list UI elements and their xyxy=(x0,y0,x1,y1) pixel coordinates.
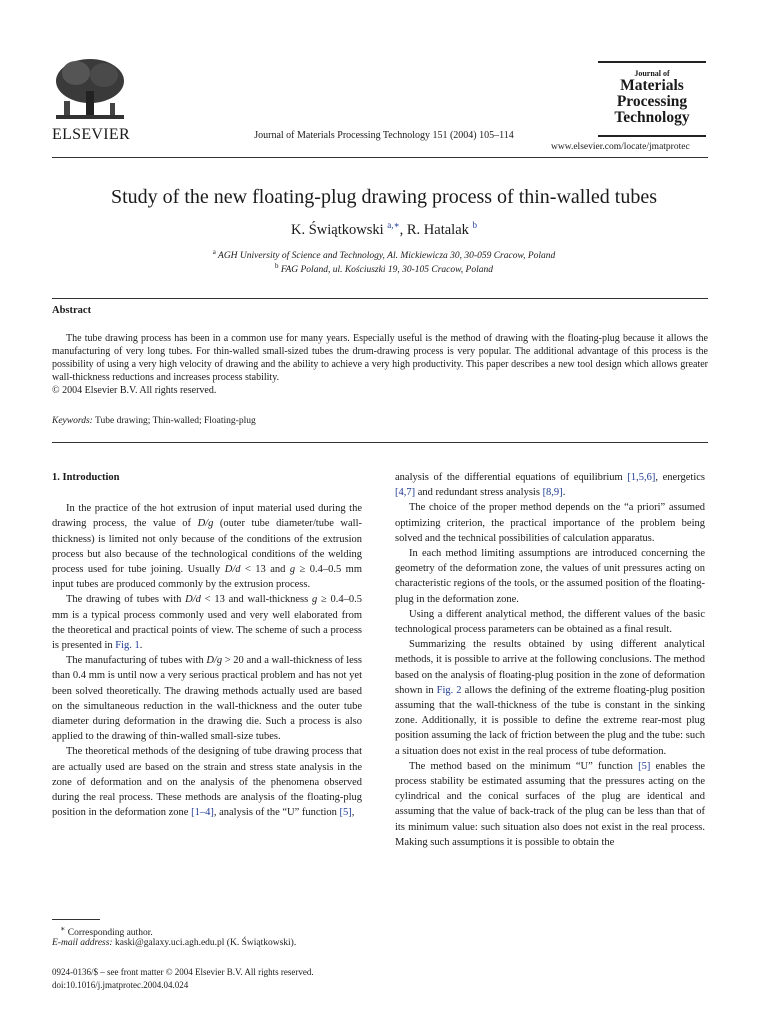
affiliation-b-mark: b xyxy=(275,262,279,270)
journal-name-line3: Technology xyxy=(614,109,690,126)
fig-2-link[interactable]: Fig. 2 xyxy=(436,684,462,696)
paper-title: Study of the new floating-plug drawing process of thin-walled tubes xyxy=(111,186,657,208)
author-2: R. Hatalak xyxy=(406,221,469,238)
footnote-rule xyxy=(52,919,100,920)
issn-line: 0924-0136/$ – see front matter © 2004 Elsevier B.V. All rights reserved. xyxy=(52,967,314,977)
abstract-body xyxy=(52,332,708,397)
right-paragraph-0: analysis of the differential equations of equilibrium [1,5,6], energetics [4,7] and redundant stress analysis [8,9]. xyxy=(395,472,705,499)
affiliation-a xyxy=(0,248,768,261)
right-paragraph-5: The method based on the minimum “U” function [5] enables the process stability be estimated assuming that the pressures acting on the cylindrical and the conical surfaces of the plug are identical and assuming that the value of back-track of the plug can be less than that of its minimum value: such situation also does not exist in the real process. Making such assumptions it is possible to obtain the xyxy=(395,760,705,848)
abstract-copyright: © 2004 Elsevier B.V. All rights reserved. xyxy=(52,385,217,396)
abstract-heading: Abstract xyxy=(52,305,92,316)
intro-paragraph-4: The theoretical methods of the designing of tube drawing process that are actually used are based on the strain and stress state analysis in the zone of deformation and on the analysis of the phenomena observed during the real process. These methods are analysis of the floating-plug position in the deformation zone [1–4], analysis of the “U” function [5], xyxy=(52,746,362,819)
corresponding-mark: ∗ xyxy=(60,924,66,933)
section-heading: 1. Introduction xyxy=(52,472,120,483)
journal-name-line2: Processing xyxy=(616,93,688,110)
right-paragraph-3: Using a different analytical method, the different values of the basic technological process parameters can be obtained as a final result. xyxy=(395,608,705,636)
keywords-text: Tube drawing; Thin-walled; Floating-plug xyxy=(95,416,256,426)
author-line xyxy=(0,220,768,239)
right-paragraph-1: The choice of the proper method depends on the “a priori” assumed optimizing criterion, the practical importance of the problem being solved and the technical possibilities of calculation apparatus. xyxy=(395,502,705,544)
left-column xyxy=(52,470,362,820)
ref-5-link[interactable]: [5] xyxy=(339,807,352,819)
author-2-affiliation-mark[interactable]: b xyxy=(472,220,478,230)
author-1: K. Świątkowski xyxy=(290,221,384,238)
affiliation-b-text: FAG Poland, ul. Kościuszki 19, 30-105 Cracow, Poland xyxy=(280,265,493,276)
affiliation-b xyxy=(0,262,768,275)
author-separator: , xyxy=(399,221,407,238)
fig-1-link[interactable]: Fig. 1 xyxy=(115,640,140,652)
abstract-text: The tube drawing process has been in a common use for many years. Especially useful is the method of drawing with the floating-plug because it allows the manufacturing of very long tubes. For thin-walled small-sized tubes the drum-drawing process is very popular. The additional advantage of this process is the possibility of using a very high velocity of drawing and the ability to achieve a very high productivity. This paper describes a new tool design which allows greater wall-thickness reductions and increases process stability. xyxy=(52,333,708,383)
publisher-name: ELSEVIER xyxy=(52,126,130,143)
right-column xyxy=(395,470,705,850)
right-paragraph-2: In each method limiting assumptions are introduced concerning the geometry of the deformation zone, the values of unit pressures acting on characteristic regions of the tools, or the assumed position of the floating-plug in the deformation zone. xyxy=(395,548,705,605)
keywords-label: Keywords: xyxy=(52,416,93,426)
abstract-bottom-divider xyxy=(52,442,708,443)
ref-4-7-link[interactable]: [4,7] xyxy=(395,487,416,499)
keywords xyxy=(52,416,256,426)
journal-name-line1: Materials xyxy=(620,77,684,94)
affiliation-a-mark: a xyxy=(212,248,216,256)
ref-1-5-6-link[interactable]: [1,5,6] xyxy=(627,472,656,483)
intro-paragraph-2: The drawing of tubes with D/d < 13 and wall-thickness g ≥ 0.4–0.5 mm is a typical process commonly used and very well elaborated from the theoretical and practical points of view. The scheme of such a process is presented in Fig. 1. xyxy=(52,594,362,652)
right-paragraph-4: Summarizing the results obtained by using different analytical methods, it is possible to arrive at the following conclusions. The method based on the analysis of floating-plug position in the zone of deformation shown in Fig. 2 allows the defining of the extreme floating-plug position assuming that the wall-thickness of the tube is constant in the sinking zone. Additionally, it is possible to define the extreme rear-most plug position assuming the lack of friction between the plug and the tube: such a situation does not exist in the real process of tube deformation. xyxy=(395,639,705,757)
corresponding-author-footnote: ∗ Corresponding author. xyxy=(60,924,153,939)
affiliation-a-text: AGH University of Science and Technology, Al. Mickiewicza 30, 30-059 Cracow, Poland xyxy=(218,251,556,262)
elsevier-tree-logo xyxy=(50,55,130,127)
intro-paragraph-1: In the practice of the hot extrusion of input material used during the drawing process, the value of D/g (outer tube diameter/tube wall-thickness) is limited not only because of the conditions of the extrusion process but also because of the technological conditions of the welding process used for tube joining. Usually D/d < 13 and g ≥ 0.4–0.5 mm input tubes are produced commonly by the extrusion process. xyxy=(52,503,362,591)
header-divider xyxy=(52,157,708,158)
ref-5-link-right[interactable]: [5] xyxy=(638,760,651,772)
ref-8-9-link[interactable]: [8,9] xyxy=(542,487,563,499)
journal-citation: Journal of Materials Processing Technology 151 (2004) 105–114 xyxy=(254,130,514,141)
journal-title-box xyxy=(598,61,706,137)
author-1-affiliation-mark[interactable]: a,∗ xyxy=(387,220,400,230)
journal-url[interactable]: www.elsevier.com/locate/jmatprotec xyxy=(551,142,690,152)
email-label: E-mail address: xyxy=(52,938,113,948)
ref-1-4-link[interactable]: [1–4] xyxy=(191,807,214,819)
doi-line[interactable]: doi:10.1016/j.jmatprotec.2004.04.024 xyxy=(52,980,189,990)
journal-of-label: Journal of xyxy=(634,69,670,78)
intro-paragraph-3: The manufacturing of tubes with D/g > 20 and a wall-thickness of less than 0.4 mm is until now a very serious practical problem and has not yet been solved theoretically. The drawing methods actually used are based on the simultaneous reduction in the wall-thickness and the outer tube diameter during deformation in the drawing die. Such a process is also applied to the drawing of thin-walled small-size tubes. xyxy=(52,655,362,743)
email-footnote xyxy=(52,938,296,948)
abstract-top-divider xyxy=(52,298,708,299)
email-text[interactable]: kaski@galaxy.uci.agh.edu.pl (K. Świątkowski). xyxy=(112,938,297,948)
